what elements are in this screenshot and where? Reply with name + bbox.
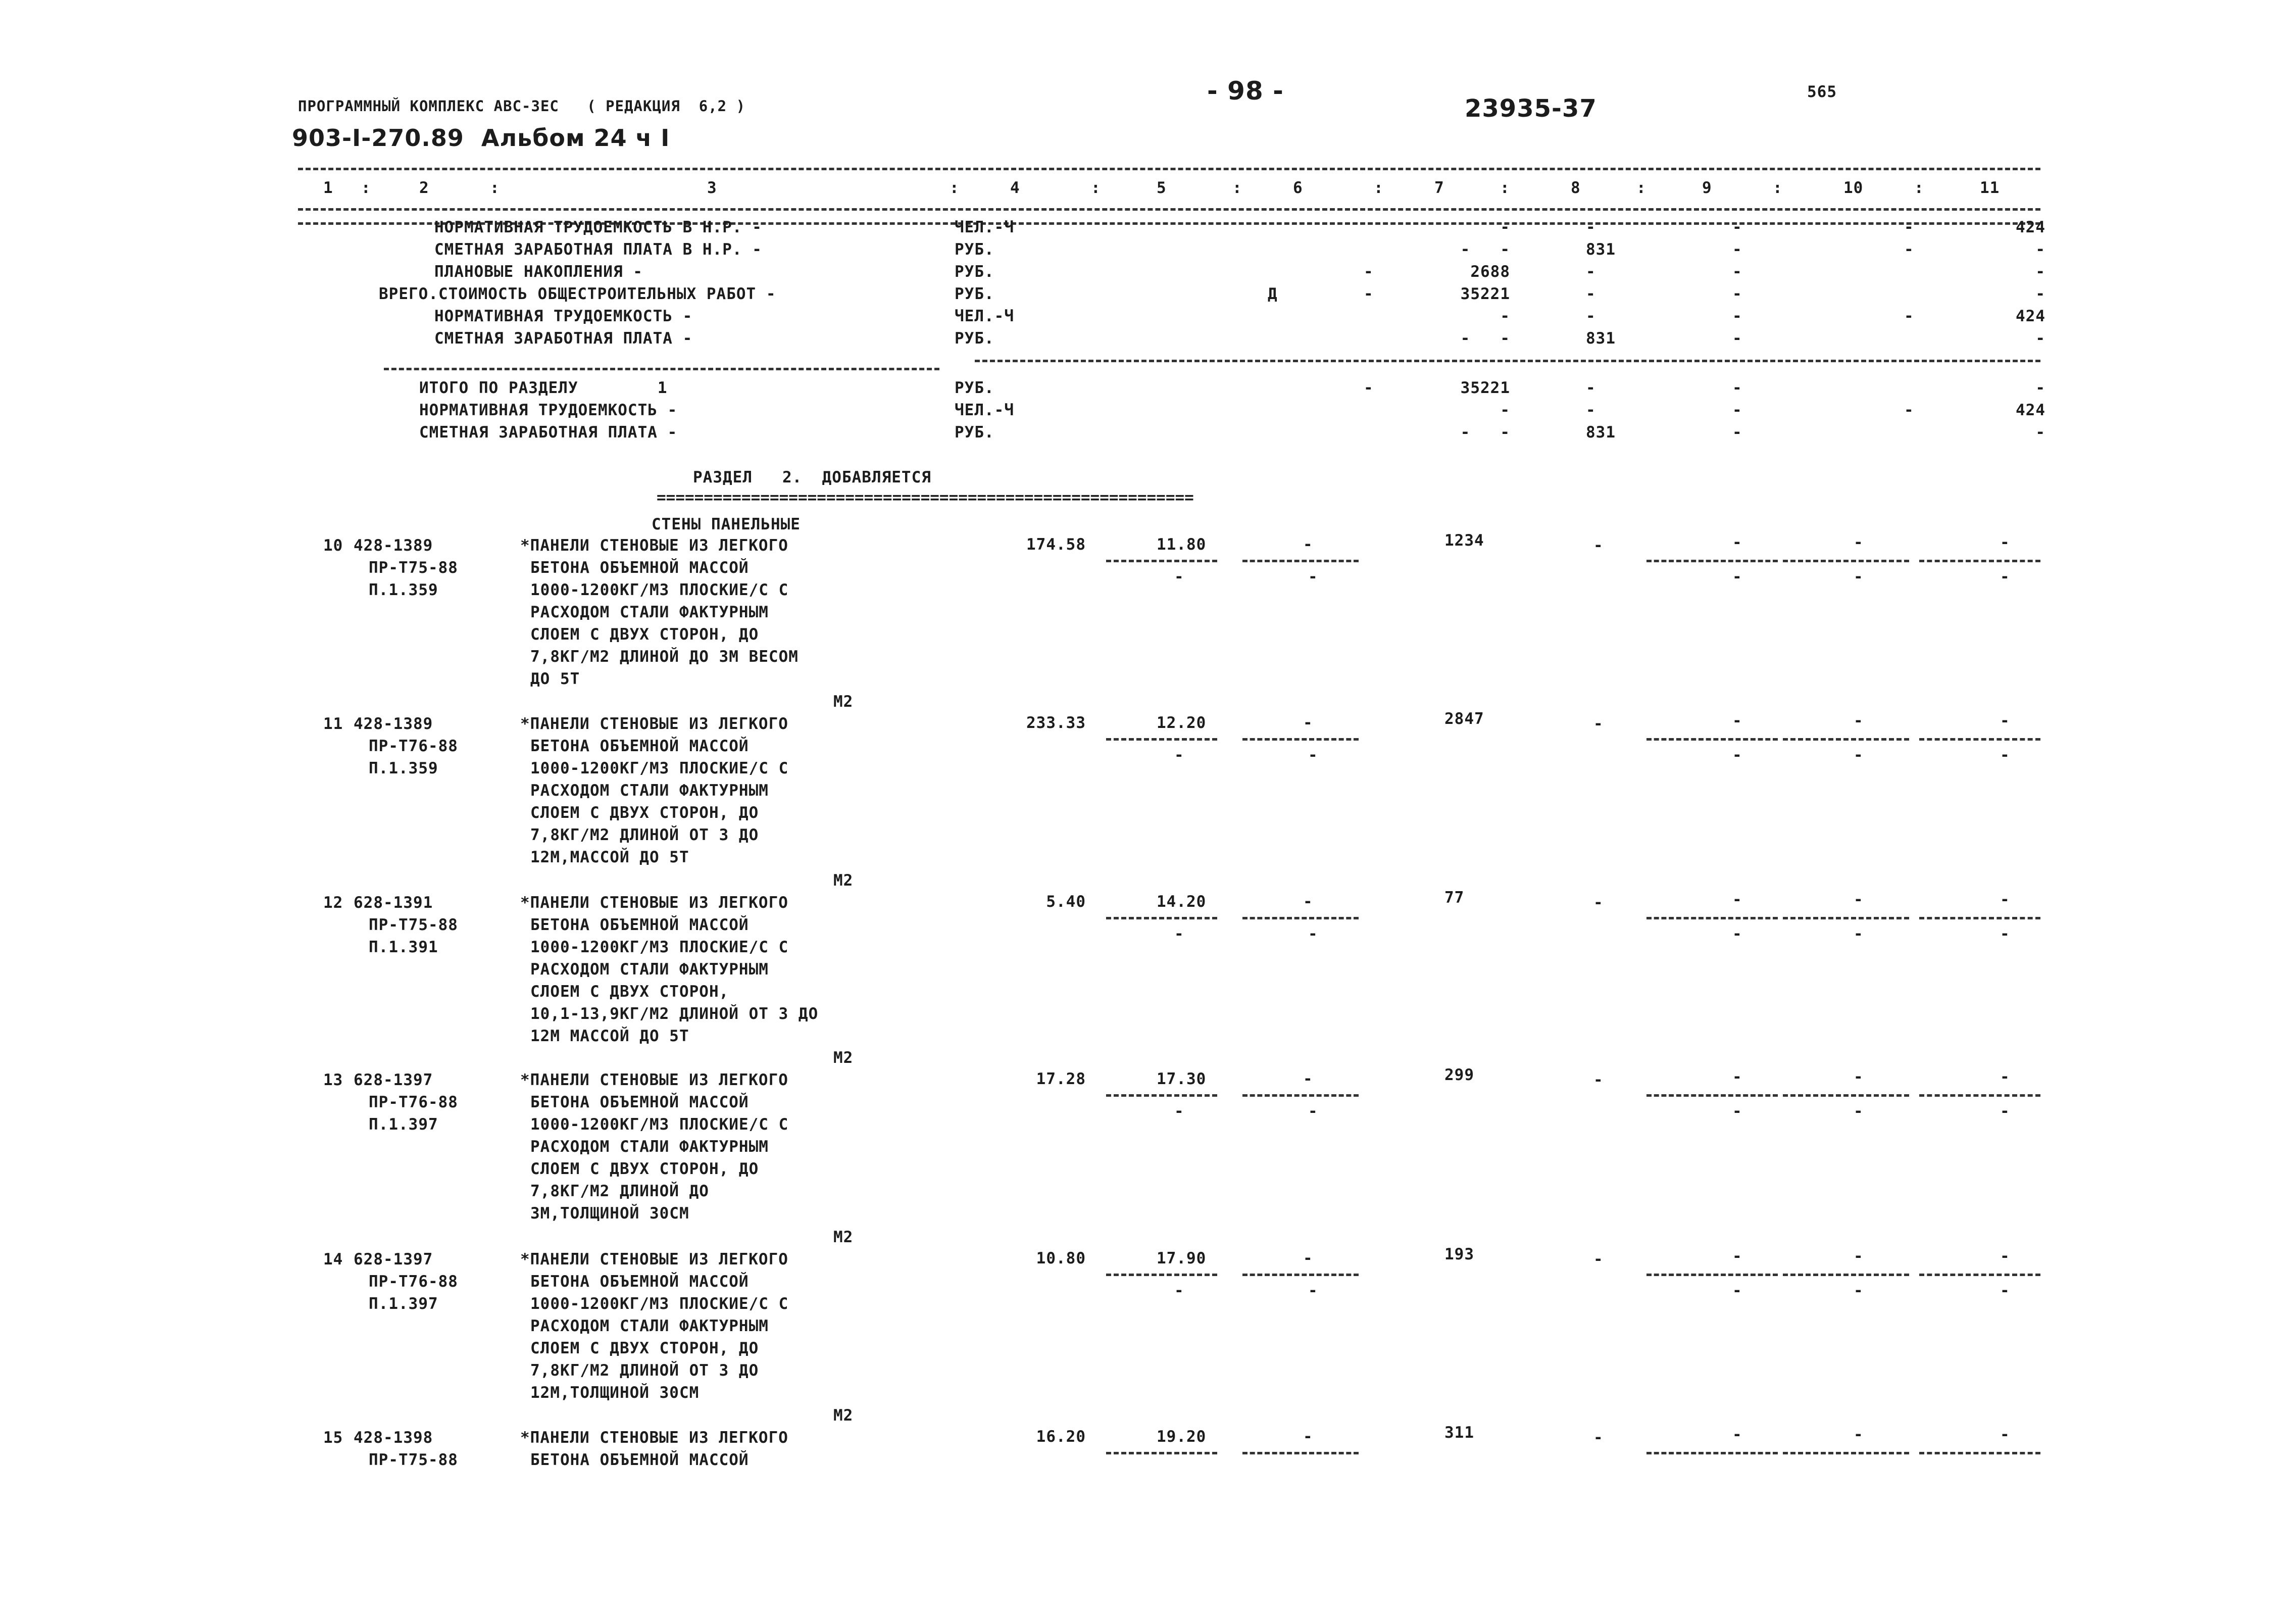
item-13-rule-11 bbox=[1919, 1094, 2040, 1097]
item-12-rule-6 bbox=[1242, 917, 1359, 919]
item-14-col6: - bbox=[1303, 1249, 1313, 1267]
summary2-col7-1: 35221 bbox=[1460, 379, 1510, 397]
summary1-dash-b: - bbox=[1364, 285, 1374, 303]
section-subheading: СТЕНЫ ПАНЕЛЬНЫЕ bbox=[652, 515, 801, 533]
item-13-col10-bottom: - bbox=[1854, 1102, 1864, 1120]
item-12-code-1: 628-1391 bbox=[354, 894, 433, 912]
item-10-desc-4: РАСХОДОМ СТАЛИ ФАКТУРНЫМ bbox=[530, 603, 769, 621]
item-11-desc-4: РАСХОДОМ СТАЛИ ФАКТУРНЫМ bbox=[530, 782, 769, 800]
item-11-col8: - bbox=[1593, 715, 1604, 733]
item-15-col9-top: - bbox=[1732, 1426, 1742, 1444]
item-10-col9-bottom: - bbox=[1732, 568, 1742, 586]
summary1-col6-mark: Д bbox=[1268, 285, 1278, 303]
item-10-number: 10 bbox=[323, 536, 343, 555]
item-11-desc-7: 12М,МАССОЙ ДО 5Т bbox=[530, 848, 689, 866]
item-14-rule-10 bbox=[1783, 1274, 1909, 1276]
item-15-rule-9 bbox=[1646, 1452, 1778, 1454]
item-11-desc-5: СЛОЕМ С ДВУХ СТОРОН, ДО bbox=[530, 804, 759, 822]
item-10-col6-bottom: - bbox=[1308, 568, 1318, 586]
item-15-number: 15 bbox=[323, 1429, 343, 1447]
summary2-col11-2: 424 bbox=[2016, 401, 2045, 419]
item-10-rule-6 bbox=[1242, 560, 1359, 562]
item-15-qty: 16.20 bbox=[1036, 1428, 1086, 1446]
item-10-desc-3: 1000-1200КГ/М3 ПЛОСКИЕ/С С bbox=[530, 581, 789, 599]
item-13-desc-6: 7,8КГ/М2 ДЛИНОЙ ДО bbox=[530, 1182, 709, 1200]
item-13-col6: - bbox=[1303, 1070, 1313, 1088]
column-separator-5: : bbox=[1232, 179, 1242, 197]
item-14-col10-top: - bbox=[1854, 1247, 1864, 1265]
summary1-col8-5: - bbox=[1586, 307, 1596, 325]
item-11-qty: 233.33 bbox=[1026, 714, 1086, 732]
item-12-col9-bottom: - bbox=[1732, 925, 1742, 943]
item-13-col5-bottom: - bbox=[1174, 1102, 1184, 1120]
item-14-desc-6: 7,8КГ/М2 ДЛИНОЙ ОТ 3 ДО bbox=[530, 1361, 759, 1380]
item-10-price: 11.80 bbox=[1157, 535, 1207, 554]
item-10-total: 1234 bbox=[1444, 531, 1484, 550]
item-14-col10-bottom: - bbox=[1854, 1282, 1864, 1300]
item-11-desc-3: 1000-1200КГ/М3 ПЛОСКИЕ/С С bbox=[530, 759, 789, 777]
item-10-qty: 174.58 bbox=[1026, 535, 1086, 554]
summary1-col8-2: 831 bbox=[1586, 240, 1616, 259]
summary1-unit-5: ЧЕЛ.-Ч bbox=[955, 307, 1014, 325]
summary1-col9-2: - bbox=[1732, 240, 1742, 259]
item-10-desc-2: БЕТОНА ОБЪЕМНОЙ МАССОЙ bbox=[530, 559, 749, 577]
summary2-col8-1: - bbox=[1586, 379, 1596, 397]
item-11-rule-9 bbox=[1646, 738, 1778, 741]
summary1-col7-2: - - bbox=[1460, 240, 1510, 259]
item-15-col10-top: - bbox=[1854, 1426, 1864, 1444]
item-15-rule-5 bbox=[1106, 1452, 1217, 1454]
summary1-col8-1: - bbox=[1586, 218, 1596, 236]
column-header-3: 3 bbox=[707, 179, 717, 197]
summary1-col11-2: - bbox=[2035, 240, 2045, 259]
item-15-total: 311 bbox=[1444, 1424, 1474, 1442]
item-13-price: 17.30 bbox=[1157, 1070, 1207, 1088]
item-10-desc-1: *ПАНЕЛИ СТЕНОВЫЕ ИЗ ЛЕГКОГО bbox=[520, 536, 788, 555]
summary1-col11-3: - bbox=[2035, 263, 2045, 281]
item-11-price: 12.20 bbox=[1157, 714, 1207, 732]
item-13-col6-bottom: - bbox=[1308, 1102, 1318, 1120]
summary1-unit-3: РУБ. bbox=[955, 263, 994, 281]
item-13-unit: М2 bbox=[833, 1228, 854, 1246]
item-14-total: 193 bbox=[1444, 1245, 1474, 1263]
item-14-price: 17.90 bbox=[1157, 1249, 1207, 1267]
summary1-unit-1: ЧЕЛ.-Ч bbox=[955, 218, 1014, 236]
column-header-7: 7 bbox=[1434, 179, 1444, 197]
table-top-rule bbox=[298, 168, 2040, 170]
item-14-code-2: ПР-Т76-88 bbox=[369, 1273, 458, 1291]
summary2-col9-1: - bbox=[1732, 379, 1742, 397]
column-separator-6: : bbox=[1374, 179, 1384, 197]
item-10-col6: - bbox=[1303, 535, 1313, 554]
item-14-desc-3: 1000-1200КГ/М3 ПЛОСКИЕ/С С bbox=[530, 1295, 789, 1313]
item-13-col9-bottom: - bbox=[1732, 1102, 1742, 1120]
item-12-desc-2: БЕТОНА ОБЪЕМНОЙ МАССОЙ bbox=[530, 916, 749, 934]
item-12-col9-top: - bbox=[1732, 891, 1742, 909]
summary1-col9-4: - bbox=[1732, 285, 1742, 303]
item-13-code-2: ПР-Т76-88 bbox=[369, 1093, 458, 1111]
item-12-col10-top: - bbox=[1854, 891, 1864, 909]
summary1-col11-1: 424 bbox=[2016, 218, 2045, 236]
item-14-code-3: П.1.397 bbox=[369, 1295, 438, 1313]
item-12-col11-bottom: - bbox=[2000, 925, 2010, 943]
item-13-rule-10 bbox=[1783, 1094, 1909, 1097]
summary1-col11-4: - bbox=[2035, 285, 2045, 303]
column-separator-9: : bbox=[1773, 179, 1783, 197]
item-14-desc-5: СЛОЕМ С ДВУХ СТОРОН, ДО bbox=[530, 1339, 759, 1357]
column-header-4: 4 bbox=[1010, 179, 1020, 197]
summary1-col9-6: - bbox=[1732, 329, 1742, 348]
item-11-code-1: 428-1389 bbox=[354, 715, 433, 733]
item-13-rule-5 bbox=[1106, 1094, 1217, 1097]
item-14-rule-5 bbox=[1106, 1274, 1217, 1276]
summary1-col7-4: 35221 bbox=[1460, 285, 1510, 303]
item-14-col6-bottom: - bbox=[1308, 1282, 1318, 1300]
item-11-number: 11 bbox=[323, 715, 343, 733]
item-13-col8: - bbox=[1593, 1071, 1604, 1089]
item-11-unit: М2 bbox=[833, 871, 854, 890]
summary1-dash-a: - bbox=[1364, 263, 1374, 281]
item-12-desc-6: 10,1-13,9КГ/М2 ДЛИНОЙ ОТ 3 ДО bbox=[530, 1005, 819, 1023]
item-10-unit: М2 bbox=[833, 693, 854, 711]
item-12-desc-3: 1000-1200КГ/М3 ПЛОСКИЕ/С С bbox=[530, 938, 789, 956]
summary2-col11-3: - bbox=[2035, 423, 2045, 442]
item-15-price: 19.20 bbox=[1157, 1428, 1207, 1446]
item-11-rule-6 bbox=[1242, 738, 1359, 741]
item-13-col11-bottom: - bbox=[2000, 1102, 2010, 1120]
item-13-desc-2: БЕТОНА ОБЪЕМНОЙ МАССОЙ bbox=[530, 1093, 749, 1111]
summary1-col10-1: - bbox=[1904, 218, 1914, 236]
item-15-col8: - bbox=[1593, 1429, 1604, 1447]
item-11-total: 2847 bbox=[1444, 710, 1484, 728]
item-14-desc-7: 12М,ТОЛЩИНОЙ 30СМ bbox=[530, 1384, 700, 1402]
summary2-col11-1: - bbox=[2035, 379, 2045, 397]
summary1-label-6: СМЕТНАЯ ЗАРАБОТНАЯ ПЛАТА - bbox=[434, 329, 693, 348]
item-12-desc-4: РАСХОДОМ СТАЛИ ФАКТУРНЫМ bbox=[530, 960, 769, 979]
summary1-col8-3: - bbox=[1586, 263, 1596, 281]
item-14-qty: 10.80 bbox=[1036, 1249, 1086, 1267]
summary1-label-4: ВРЕГО.СТОИМОСТЬ ОБЩЕСТРОИТЕЛЬНЫХ РАБОТ - bbox=[379, 285, 776, 303]
item-10-rule-5 bbox=[1106, 560, 1217, 562]
item-13-col9-top: - bbox=[1732, 1068, 1742, 1086]
program-title: ПРОГРАММНЫЙ КОМПЛЕКС АВС-ЗЕС ( РЕДАКЦИЯ 6,2 ) bbox=[298, 97, 746, 115]
item-14-desc-2: БЕТОНА ОБЪЕМНОЙ МАССОЙ bbox=[530, 1273, 749, 1291]
item-10-code-1: 428-1389 bbox=[354, 536, 433, 555]
item-11-col11-top: - bbox=[2000, 712, 2010, 730]
summary2-col7-3: - - bbox=[1460, 423, 1510, 442]
item-13-total: 299 bbox=[1444, 1066, 1474, 1084]
column-separator-7: : bbox=[1500, 179, 1510, 197]
item-14-col5-bottom: - bbox=[1174, 1282, 1184, 1300]
column-header-rule bbox=[298, 208, 2040, 211]
summary2-unit-3: РУБ. bbox=[955, 423, 994, 442]
item-12-col8: - bbox=[1593, 894, 1604, 912]
summary1-col9-1: - bbox=[1732, 218, 1742, 236]
item-14-col9-bottom: - bbox=[1732, 1282, 1742, 1300]
item-13-desc-4: РАСХОДОМ СТАЛИ ФАКТУРНЫМ bbox=[530, 1138, 769, 1156]
item-15-code-2: ПР-Т75-88 bbox=[369, 1451, 458, 1469]
column-separator-1: : bbox=[361, 179, 371, 197]
item-11-col10-top: - bbox=[1854, 712, 1864, 730]
column-separator-10: : bbox=[1914, 179, 1924, 197]
item-11-desc-2: БЕТОНА ОБЪЕМНОЙ МАССОЙ bbox=[530, 737, 749, 755]
item-14-code-1: 628-1397 bbox=[354, 1250, 433, 1268]
item-14-col8: - bbox=[1593, 1250, 1604, 1268]
summary1-label-1: НОРМАТИВНАЯ ТРУДОЕМКОСТЬ В Н.Р. - bbox=[434, 218, 762, 236]
column-header-11: 11 bbox=[1980, 179, 2000, 197]
item-10-code-3: П.1.359 bbox=[369, 581, 438, 599]
item-10-desc-7: ДО 5Т bbox=[530, 670, 580, 688]
column-header-5: 5 bbox=[1157, 179, 1167, 197]
summary2-unit-1: РУБ. bbox=[955, 379, 994, 397]
item-12-unit: М2 bbox=[833, 1049, 854, 1067]
item-14-unit: М2 bbox=[833, 1406, 854, 1425]
item-12-qty: 5.40 bbox=[1046, 893, 1086, 911]
item-13-desc-5: СЛОЕМ С ДВУХ СТОРОН, ДО bbox=[530, 1160, 759, 1178]
item-10-desc-6: 7,8КГ/М2 ДЛИНОЙ ДО 3М ВЕСОМ bbox=[530, 648, 798, 666]
item-12-code-3: П.1.391 bbox=[369, 938, 438, 956]
item-15-col11-top: - bbox=[2000, 1426, 2010, 1444]
item-14-desc-1: *ПАНЕЛИ СТЕНОВЫЕ ИЗ ЛЕГКОГО bbox=[520, 1250, 788, 1268]
section-title: РАЗДЕЛ 2. ДОБАВЛЯЕТСЯ bbox=[693, 468, 931, 486]
item-15-code-1: 428-1398 bbox=[354, 1429, 433, 1447]
column-separator-8: : bbox=[1636, 179, 1646, 197]
summary2-label-1: ИТОГО ПО РАЗДЕЛУ 1 bbox=[419, 379, 668, 397]
summary1-unit-6: РУБ. bbox=[955, 329, 994, 348]
summary2-col9-2: - bbox=[1732, 401, 1742, 419]
item-12-code-2: ПР-Т75-88 bbox=[369, 916, 458, 934]
item-11-col9-bottom: - bbox=[1732, 746, 1742, 764]
summary2-col9-3: - bbox=[1732, 423, 1742, 442]
item-13-code-1: 628-1397 bbox=[354, 1071, 433, 1089]
summary-divider-left bbox=[384, 368, 939, 370]
item-11-desc-6: 7,8КГ/М2 ДЛИНОЙ ОТ 3 ДО bbox=[530, 826, 759, 844]
document-number: 23935-37 bbox=[1465, 94, 1597, 123]
item-10-rule-9 bbox=[1646, 560, 1778, 562]
item-13-desc-3: 1000-1200КГ/М3 ПЛОСКИЕ/С С bbox=[530, 1115, 789, 1134]
item-14-col11-top: - bbox=[2000, 1247, 2010, 1265]
summary1-unit-4: РУБ. bbox=[955, 285, 994, 303]
item-15-rule-10 bbox=[1783, 1452, 1909, 1454]
item-12-col11-top: - bbox=[2000, 891, 2010, 909]
summary2-label-3: СМЕТНАЯ ЗАРАБОТНАЯ ПЛАТА - bbox=[419, 423, 678, 442]
item-15-col6: - bbox=[1303, 1428, 1313, 1446]
summary1-col11-6: - bbox=[2035, 329, 2045, 348]
item-12-col5-bottom: - bbox=[1174, 925, 1184, 943]
column-header-9: 9 bbox=[1702, 179, 1712, 197]
item-14-rule-11 bbox=[1919, 1274, 2040, 1276]
item-15-rule-6 bbox=[1242, 1452, 1359, 1454]
item-14-rule-6 bbox=[1242, 1274, 1359, 1276]
item-10-col5-bottom: - bbox=[1174, 568, 1184, 586]
summary1-col7-5: - bbox=[1500, 307, 1510, 325]
item-10-desc-5: СЛОЕМ С ДВУХ СТОРОН, ДО bbox=[530, 625, 759, 644]
summary1-label-3: ПЛАНОВЫЕ НАКОПЛЕНИЯ - bbox=[434, 263, 643, 281]
summary1-col8-4: - bbox=[1586, 285, 1596, 303]
item-14-col11-bottom: - bbox=[2000, 1282, 2010, 1300]
column-header-6: 6 bbox=[1293, 179, 1303, 197]
item-12-rule-9 bbox=[1646, 917, 1778, 919]
summary1-unit-2: РУБ. bbox=[955, 240, 994, 259]
summary1-label-2: СМЕТНАЯ ЗАРАБОТНАЯ ПЛАТА В Н.Р. - bbox=[434, 240, 762, 259]
item-12-rule-5 bbox=[1106, 917, 1217, 919]
item-10-col10-top: - bbox=[1854, 533, 1864, 552]
item-12-col10-bottom: - bbox=[1854, 925, 1864, 943]
item-13-desc-7: 3М,ТОЛЩИНОЙ 30СМ bbox=[530, 1204, 689, 1223]
item-11-rule-11 bbox=[1919, 738, 2040, 741]
item-11-desc-1: *ПАНЕЛИ СТЕНОВЫЕ ИЗ ЛЕГКОГО bbox=[520, 715, 788, 733]
item-14-desc-4: РАСХОДОМ СТАЛИ ФАКТУРНЫМ bbox=[530, 1317, 769, 1335]
summary1-col9-5: - bbox=[1732, 307, 1742, 325]
item-12-rule-11 bbox=[1919, 917, 2040, 919]
item-14-number: 14 bbox=[323, 1250, 343, 1268]
item-13-code-3: П.1.397 bbox=[369, 1115, 438, 1134]
column-separator-4: : bbox=[1091, 179, 1101, 197]
item-11-col9-top: - bbox=[1732, 712, 1742, 730]
item-11-col6: - bbox=[1303, 714, 1313, 732]
summary2-col8-3: 831 bbox=[1586, 423, 1616, 442]
sheet-number: 565 bbox=[1807, 83, 1837, 101]
summary2-col7-2: - bbox=[1500, 401, 1510, 419]
summary1-col11-5: 424 bbox=[2016, 307, 2045, 325]
item-11-code-2: ПР-Т76-88 bbox=[369, 737, 458, 755]
summary1-col10-5: - bbox=[1904, 307, 1914, 325]
item-10-col10-bottom: - bbox=[1854, 568, 1864, 586]
summary1-col7-3: 2688 bbox=[1470, 263, 1510, 281]
item-13-col11-top: - bbox=[2000, 1068, 2010, 1086]
item-11-col11-bottom: - bbox=[2000, 746, 2010, 764]
summary2-col8-2: - bbox=[1586, 401, 1596, 419]
item-10-rule-10 bbox=[1783, 560, 1909, 562]
item-12-rule-10 bbox=[1783, 917, 1909, 919]
item-10-col11-bottom: - bbox=[2000, 568, 2010, 586]
item-15-desc-2: БЕТОНА ОБЪЕМНОЙ МАССОЙ bbox=[530, 1451, 749, 1469]
column-header-1: 1 bbox=[323, 179, 333, 197]
item-13-rule-6 bbox=[1242, 1094, 1359, 1097]
summary1-col8-6: 831 bbox=[1586, 329, 1616, 348]
item-11-code-3: П.1.359 bbox=[369, 759, 438, 777]
item-13-desc-1: *ПАНЕЛИ СТЕНОВЫЕ ИЗ ЛЕГКОГО bbox=[520, 1071, 788, 1089]
item-13-qty: 17.28 bbox=[1036, 1070, 1086, 1088]
item-12-col6-bottom: - bbox=[1308, 925, 1318, 943]
item-11-rule-5 bbox=[1106, 738, 1217, 741]
item-10-code-2: ПР-Т75-88 bbox=[369, 559, 458, 577]
item-13-rule-9 bbox=[1646, 1094, 1778, 1097]
item-15-rule-11 bbox=[1919, 1452, 2040, 1454]
item-14-rule-9 bbox=[1646, 1274, 1778, 1276]
item-12-desc-5: СЛОЕМ С ДВУХ СТОРОН, bbox=[530, 983, 729, 1001]
page-number: - 98 - bbox=[1207, 76, 1284, 106]
item-13-col10-top: - bbox=[1854, 1068, 1864, 1086]
column-header-2: 2 bbox=[419, 179, 429, 197]
item-10-rule-11 bbox=[1919, 560, 2040, 562]
summary1-label-5: НОРМАТИВНАЯ ТРУДОЕМКОСТЬ - bbox=[434, 307, 693, 325]
summary2-label-2: НОРМАТИВНАЯ ТРУДОЕМКОСТЬ - bbox=[419, 401, 678, 419]
summary2-dash-a: - bbox=[1364, 379, 1374, 397]
item-12-price: 14.20 bbox=[1157, 893, 1207, 911]
section-underline: ========================================================= bbox=[657, 489, 1194, 507]
column-separator-3: : bbox=[950, 179, 960, 197]
item-10-col8: - bbox=[1593, 536, 1604, 555]
summary1-col7-1: - bbox=[1500, 218, 1510, 236]
summary-divider-right bbox=[975, 360, 2040, 362]
item-11-col6-bottom: - bbox=[1308, 746, 1318, 764]
item-11-rule-10 bbox=[1783, 738, 1909, 741]
item-12-col6: - bbox=[1303, 893, 1313, 911]
item-14-col9-top: - bbox=[1732, 1247, 1742, 1265]
column-separator-2: : bbox=[490, 179, 500, 197]
column-header-10: 10 bbox=[1843, 179, 1864, 197]
item-12-number: 12 bbox=[323, 894, 343, 912]
item-10-col9-top: - bbox=[1732, 533, 1742, 552]
summary1-col9-3: - bbox=[1732, 263, 1742, 281]
project-reference: 903-I-270.89 Альбом 24 ч I bbox=[292, 124, 670, 152]
item-11-col10-bottom: - bbox=[1854, 746, 1864, 764]
item-12-total: 77 bbox=[1444, 889, 1465, 907]
item-13-number: 13 bbox=[323, 1071, 343, 1089]
item-10-col11-top: - bbox=[2000, 533, 2010, 552]
summary2-unit-2: ЧЕЛ.-Ч bbox=[955, 401, 1014, 419]
summary1-col10-2: - bbox=[1904, 240, 1914, 259]
summary2-col10-2: - bbox=[1904, 401, 1914, 419]
column-header-8: 8 bbox=[1571, 179, 1581, 197]
summary1-col7-6: - - bbox=[1460, 329, 1510, 348]
item-11-col5-bottom: - bbox=[1174, 746, 1184, 764]
item-15-desc-1: *ПАНЕЛИ СТЕНОВЫЕ ИЗ ЛЕГКОГО bbox=[520, 1429, 788, 1447]
item-12-desc-7: 12М МАССОЙ ДО 5Т bbox=[530, 1027, 689, 1045]
item-12-desc-1: *ПАНЕЛИ СТЕНОВЫЕ ИЗ ЛЕГКОГО bbox=[520, 894, 788, 912]
